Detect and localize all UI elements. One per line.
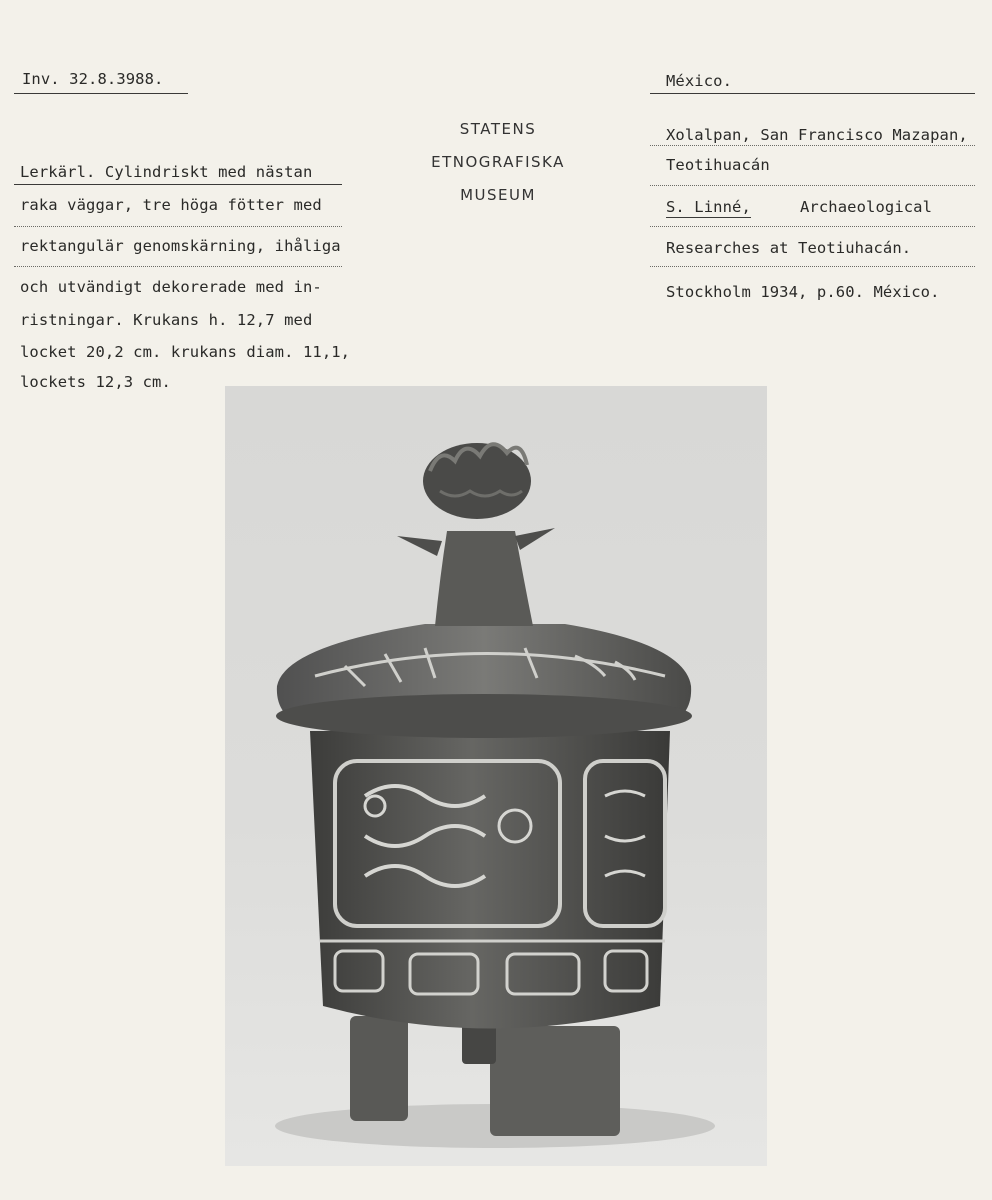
publication-title-line-1: Archaeological xyxy=(800,198,933,216)
description-line-1: Lerkärl. Cylindriskt med nästan xyxy=(20,163,313,181)
lidded-tripod-vessel-photo xyxy=(225,386,767,1166)
museum-name-line-3: MUSEUM xyxy=(460,186,536,204)
publication-title-line-2: Researches at Teotiuhacán. xyxy=(666,239,912,257)
dotted-rule xyxy=(14,226,342,227)
vessel-icon xyxy=(225,386,767,1166)
description-line-4: och utvändigt dekorerade med in- xyxy=(20,278,322,296)
dotted-rule xyxy=(650,226,975,227)
description-line-5: ristningar. Krukans h. 12,7 med xyxy=(20,311,313,329)
author: S. Linné, xyxy=(666,198,751,216)
dotted-rule xyxy=(650,266,975,267)
country-underline xyxy=(650,93,975,94)
description-line-6: locket 20,2 cm. krukans diam. 11,1, xyxy=(20,343,351,361)
description-line-3: rektangulär genomskärning, ihåliga xyxy=(20,237,341,255)
dotted-rule xyxy=(650,145,975,146)
inventory-underline xyxy=(14,93,188,94)
description-line-2: raka väggar, tre höga fötter med xyxy=(20,196,322,214)
description-underline xyxy=(14,184,342,185)
locality-line-1: Xolalpan, San Francisco Mazapan, xyxy=(666,126,968,144)
publication-details: Stockholm 1934, p.60. México. xyxy=(666,283,940,301)
locality-line-2: Teotihuacán xyxy=(666,156,770,174)
description-line-7: lockets 12,3 cm. xyxy=(20,373,171,391)
inventory-number: Inv. 32.8.3988. xyxy=(22,70,164,88)
museum-name-line-2: ETNOGRAFISKA xyxy=(431,153,565,171)
dotted-rule xyxy=(14,266,342,267)
museum-name-line-1: STATENS xyxy=(459,120,537,138)
dotted-rule xyxy=(650,185,975,186)
country: México. xyxy=(666,72,733,90)
